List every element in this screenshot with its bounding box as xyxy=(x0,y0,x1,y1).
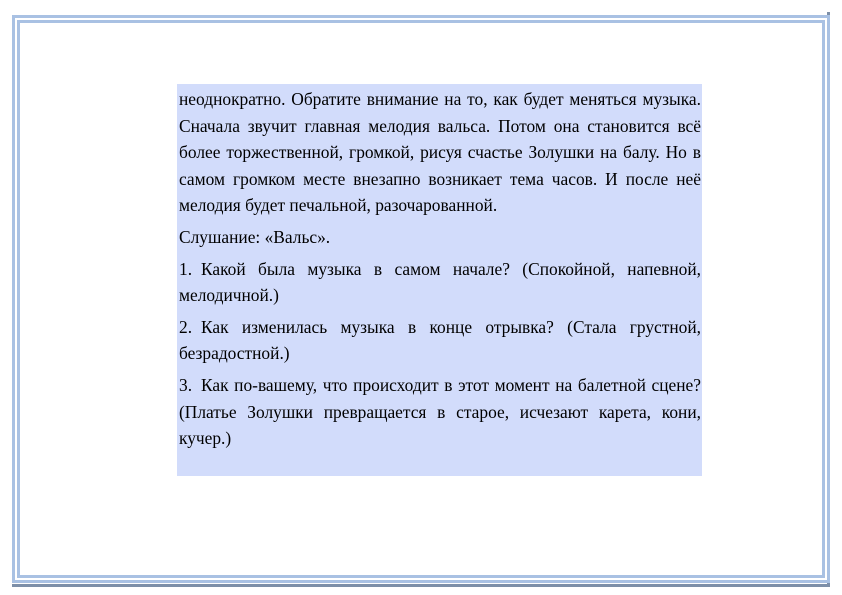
intro-paragraph xyxy=(179,86,701,219)
question-1-text: Какой была музыка в самом начале? (Спокойной, напевной, мелодичной.) xyxy=(179,258,701,306)
question-3-number: 3. xyxy=(179,374,193,395)
question-1 xyxy=(179,256,701,309)
question-2-text: Как изменилась музыка в конце отрывка? (Стала грустной, безрадостной.) xyxy=(179,316,701,364)
question-1-number: 1. xyxy=(179,258,193,279)
question-3-text: Как по-вашему, что происходит в этот момент на балетной сцене? (Платье Золушки превращается в старое, исчезают карета, кони, кучер.) xyxy=(179,374,701,449)
highlighted-text-block xyxy=(177,84,702,476)
intro-paragraph-text: неоднократно. Обратите внимание на то, как будет меняться музыка. Сначала звучит главная мелодия вальса. Потом она становится всё более торжественной, громкой, рисуя счастье Золушки на балу. Но в самом громком месте внезапно возникает тема часов. И после неё мелодия будет печальной, разочарованной. xyxy=(179,89,701,216)
listening-heading-text: Слушание: «Вальс». xyxy=(179,226,331,247)
listening-heading xyxy=(179,224,701,251)
question-2-number: 2. xyxy=(179,316,193,337)
question-2 xyxy=(179,314,701,367)
question-3 xyxy=(179,372,701,452)
frame-shadow-bottom xyxy=(12,584,830,587)
